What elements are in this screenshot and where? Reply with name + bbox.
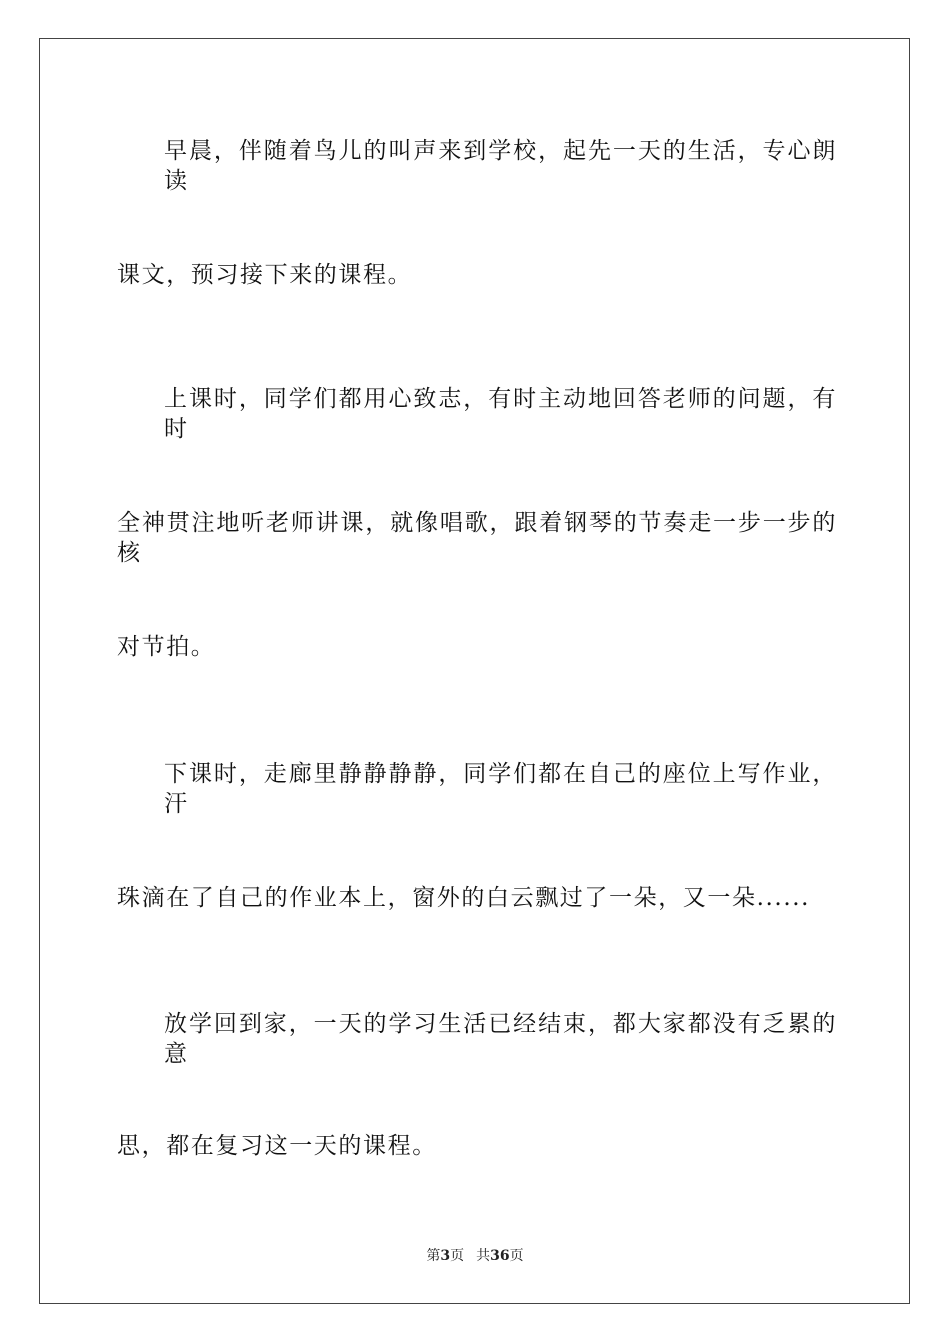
page-footer — [0, 1247, 950, 1265]
paragraph-1-line-1: 早晨，伴随着鸟儿的叫声来到学校，起先一天的生活，专心朗读 — [164, 138, 837, 194]
paragraph-2-line-3: 对节拍。 — [117, 634, 216, 660]
paragraph-3-line-2: 珠滴在了自己的作业本上，窗外的白云飘过了一朵，又一朵...... — [117, 885, 811, 911]
page-border — [39, 38, 910, 1304]
page-label-suffix: 页 — [450, 1248, 465, 1264]
paragraph-4-line-2: 思，都在复习这一天的课程。 — [117, 1133, 437, 1159]
total-label-suffix: 页 — [509, 1248, 524, 1264]
current-page-number: 3 — [440, 1248, 451, 1264]
paragraph-4-line-1: 放学回到家，一天的学习生活已经结束，都大家都没有乏累的意 — [164, 1011, 837, 1067]
total-label-prefix: 共 — [476, 1248, 491, 1264]
page-label-prefix: 第 — [426, 1248, 441, 1264]
paragraph-1-line-2: 课文，预习接下来的课程。 — [117, 262, 413, 288]
paragraph-2-line-2: 全神贯注地听老师讲课，就像唱歌，跟着钢琴的节奏走一步一步的核 — [117, 510, 837, 566]
total-pages-number: 36 — [490, 1248, 510, 1264]
paragraph-2-line-1: 上课时，同学们都用心致志，有时主动地回答老师的问题，有时 — [164, 386, 837, 442]
paragraph-3-line-1: 下课时，走廊里静静静静，同学们都在自己的座位上写作业，汗 — [164, 761, 837, 817]
